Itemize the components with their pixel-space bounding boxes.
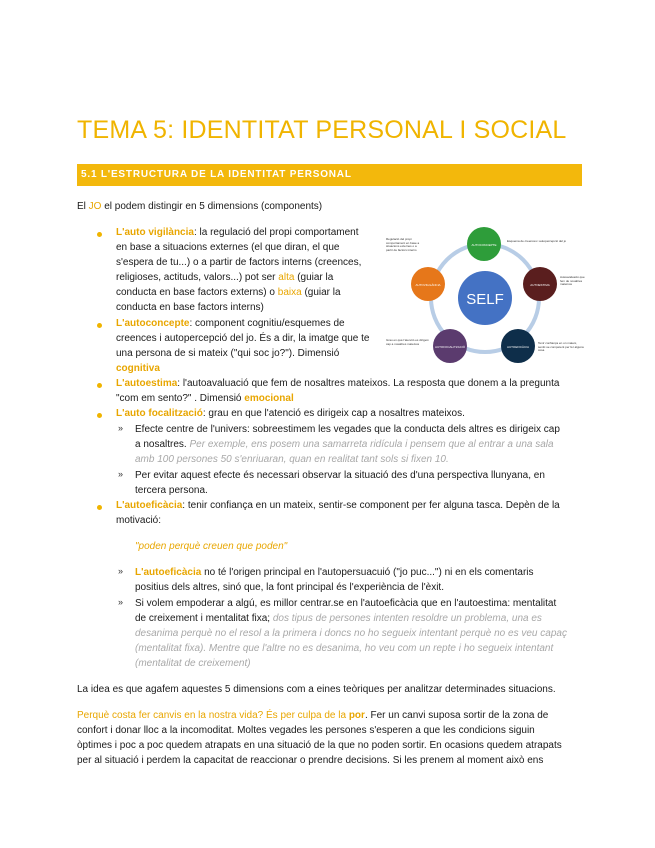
section-title: 5.1 L'ESTRUCTURA DE LA IDENTITAT PERSONAL xyxy=(81,169,352,180)
autoconcepte-node-label: AUTOCONCEPTE xyxy=(471,243,497,247)
autoconcepte-paragraph: L'autoconcepte: component cognitiu/esquemes de creences i autopercepció del jo. És a dir, la imatge que te una persona de si mateix ("qui soc jo?"). Dimensió cognitiva xyxy=(116,318,370,374)
sub-bullet-icon: » xyxy=(118,423,124,433)
sub-bullet-icon: » xyxy=(118,566,124,576)
autopersuasio-paragraph: L'autoeficàcia no té l'origen principal en l'autopersuacuió ("jo puc...") ni en els comentaris positius dels altres, sinó que, la font principal és l'experiència de l'èxit. xyxy=(135,567,534,593)
self-diagram xyxy=(386,226,586,370)
autoestima-paragraph: L'autoestima: l'autoavaluació que fem de nosaltres mateixos. La resposta que donem a la pregunta "com em sento?" . Dimensió emocional xyxy=(116,378,560,404)
efecte-centre-paragraph: Efecte centre de l'univers: sobreestimem les vegades que la conducta dels altres es dirigeix cap a nosaltres. Per exemple, ens posem una samarreta ridícula i pensem que al entrar a una sala amb 100 persones 50 s'enriuaran, quan en realitat tant sols si fixen 10. xyxy=(135,424,560,465)
canvis-paragraph: Perquè costa fer canvis en la nostra vida? És per culpa de la por. Fer un canvi suposa sortir de la zona de confort i donar lloc a la incomoditat. Moltes vegades les persones s'esperen a que les condicions siguin òptimes i poc a poc quedem atrapats en una situació de la que no poden sortir. En ocasions quedem atrapats per al situació i perdem la capacitat de reaccionar o prendre decisions. Si les prenem al moment això ens xyxy=(77,710,562,766)
bullet-icon xyxy=(97,232,102,237)
empoderar-paragraph: Si volem empoderar a algú, es millor centrar.se en l'autoeficàcia que en l'autoestima: mentalitat de creixement i mentalitat fixa; dos tipus de persones intenten resoldre un problema, una es desanima perquè no el resol a la primera i doncs no ho segueix intentant perquè no es veu capaç (mentalitat fixa). Mentre que l'altre no es desanima, ho veu com un repte i ho segueix intentant (mentalitat de creixement) xyxy=(135,598,567,669)
autofocalitzacio-node-label: AUTOFOCALITZACIÓ xyxy=(434,345,466,349)
autofocalitzacio-paragraph: L'auto focalització: grau en que l'atenció es dirigeix cap a nosaltres mateixos. xyxy=(116,408,465,419)
autovigilancia-paragraph: L'auto vigilància: la regulació del propi comportament en base a situacions externes (el que diran, el que s'espera de tu...) o a partir de factors interns (creences, religioses, actituds, valors...) pot ser alta (guiar la conducta en base factors externs) o baixa (guiar la conducta en base factors interns) xyxy=(116,227,362,313)
perspectiva-paragraph: Per evitar aquest efecte és necessari observar la situació des d'una perspectiva llunyana, en tercera persona. xyxy=(135,470,545,496)
note-autofocalitzacio: Grau en què l'atenció es dirigeix cap a nosaltres mateixos xyxy=(386,339,429,346)
note-autoconcepte: Esquema de creences i autopercepció del jo xyxy=(507,239,567,243)
autovigilancia-node-label: AUTOVIGILÀNCIA xyxy=(415,283,441,287)
sub-bullet-icon: » xyxy=(118,597,124,607)
bullet-icon xyxy=(97,413,102,418)
autoestima-node-label: AUTOESTIMA xyxy=(530,283,550,287)
bullet-icon xyxy=(97,383,102,388)
self-label: SELF xyxy=(466,291,504,308)
quote-text: "poden perquè creuen que poden" xyxy=(135,541,288,552)
idea-paragraph: La idea es que agafem aquestes 5 dimensions com a eines teòriques per analitzar determinades situacions. xyxy=(77,684,556,695)
bullet-icon xyxy=(97,323,102,328)
page-title: TEMA 5: IDENTITAT PERSONAL I SOCIAL xyxy=(77,116,567,144)
jo-highlight: JO xyxy=(88,201,102,212)
autoeficacia-node-label: AUTOEFICÀCIA xyxy=(506,345,530,349)
intro-text: El JO el podem distingir en 5 dimensions (components) xyxy=(77,201,323,212)
autoeficacia-paragraph: L'autoeficàcia: tenir confiança en un mateix, sentir-se component per fer alguna tasca. Depèn de la motivació: xyxy=(116,500,560,526)
note-autoeficacia: Tenir confiança en un mateix, sentir-se competent per fer alguna cosa xyxy=(538,342,584,353)
note-autoestima: Autoavaluació que fem de nosaltres mateixos xyxy=(560,276,585,287)
bullet-icon xyxy=(97,505,102,510)
section-header xyxy=(77,164,582,186)
note-autovigilancia: Regulació del propi comportament en base a situacions externes o a partir de factors interns xyxy=(386,238,420,252)
sub-bullet-icon: » xyxy=(118,469,124,479)
